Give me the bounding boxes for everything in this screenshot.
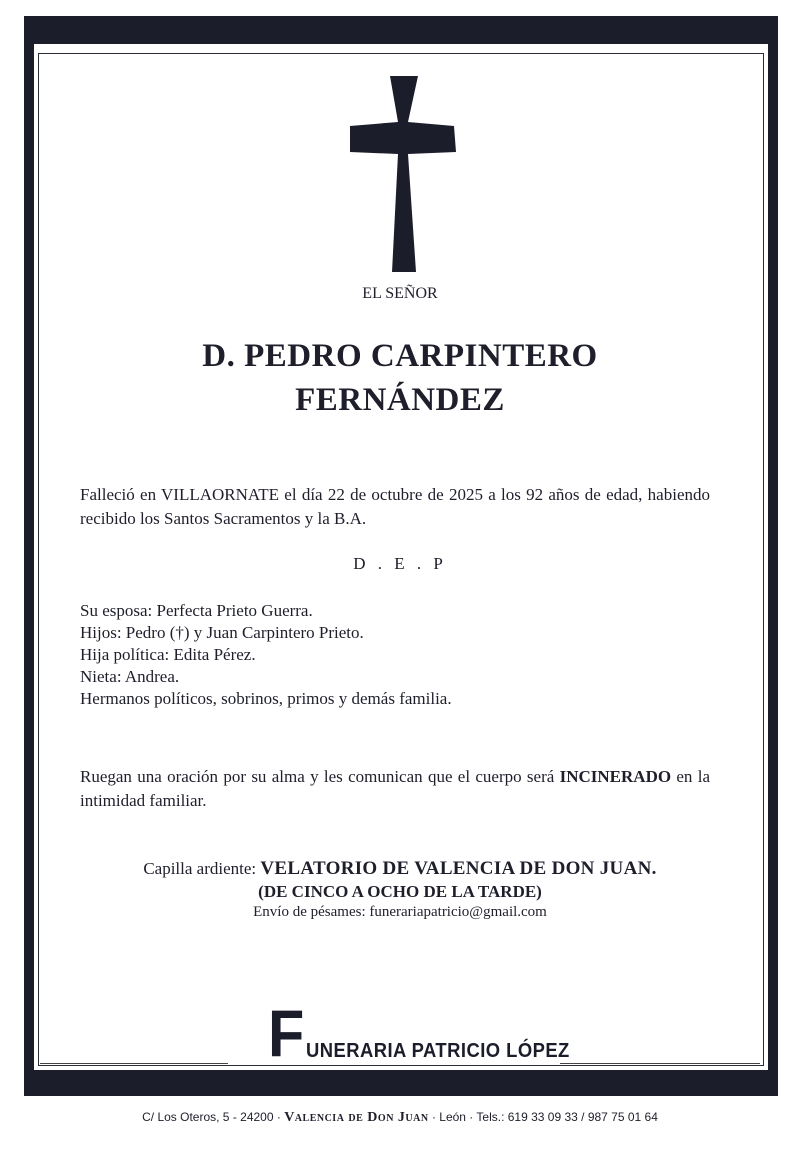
logo-rule-right — [560, 1063, 760, 1064]
chapel-line — [0, 858, 800, 880]
family-list — [80, 600, 720, 710]
deceased-name — [0, 334, 800, 422]
family-children: Hijos: Pedro (†) y Juan Carpintero Prieto. — [80, 623, 364, 642]
dep: D . E . P — [353, 554, 447, 573]
chapel-hours: (DE CINCO A OCHO DE LA TARDE) — [258, 882, 542, 901]
prayer-notice — [80, 765, 710, 813]
footer-contact — [0, 1110, 800, 1126]
footer-city: Valencia de Don Juan — [284, 1110, 429, 1125]
prayer-text-end: en la intimidad familiar. — [80, 767, 711, 810]
death-notice: Falleció en VILLAORNATE el día 22 de octubre de 2025 a los 92 años de edad, habiendo recibido los Santos Sacramentos y la B.A. — [80, 485, 710, 528]
title-el-senor: EL SEÑOR — [362, 285, 438, 302]
chapel-place: VELATORIO DE VALENCIA DE DON JUAN. — [260, 858, 657, 879]
family-others: Hermanos políticos, sobrinos, primos y demás familia. — [80, 689, 452, 708]
condolences-email: Envío de pésames: funerariapatricio@gmail.com — [253, 904, 547, 920]
logo-text: UNERARIA PATRICIO LÓPEZ — [306, 1040, 570, 1062]
prayer-emphasis: INCINERADO — [559, 767, 672, 786]
prayer-text-start: Ruegan una oración por su alma y les comunican que el cuerpo será — [80, 767, 555, 786]
footer-address: C/ Los Oteros, 5 - 24200 · — [142, 1110, 281, 1124]
footer-phones: · León · Tels.: 619 33 09 33 / 987 75 01 64 — [431, 1110, 658, 1124]
funeraria-logo — [268, 996, 570, 1070]
deceased-name-line1: D. PEDRO CARPINTERO — [202, 338, 598, 374]
family-spouse: Su esposa: Perfecta Prieto Guerra. — [80, 601, 313, 620]
family-granddaughter: Nieta: Andrea. — [80, 667, 180, 686]
family-daughter-in-law: Hija política: Edita Pérez. — [80, 645, 256, 664]
deceased-name-line2: FERNÁNDEZ — [295, 382, 505, 418]
chapel-label: Capilla ardiente: — [143, 859, 257, 878]
cross-icon — [346, 74, 460, 274]
logo-rule-left — [40, 1063, 228, 1064]
logo-initial: F — [268, 996, 305, 1070]
